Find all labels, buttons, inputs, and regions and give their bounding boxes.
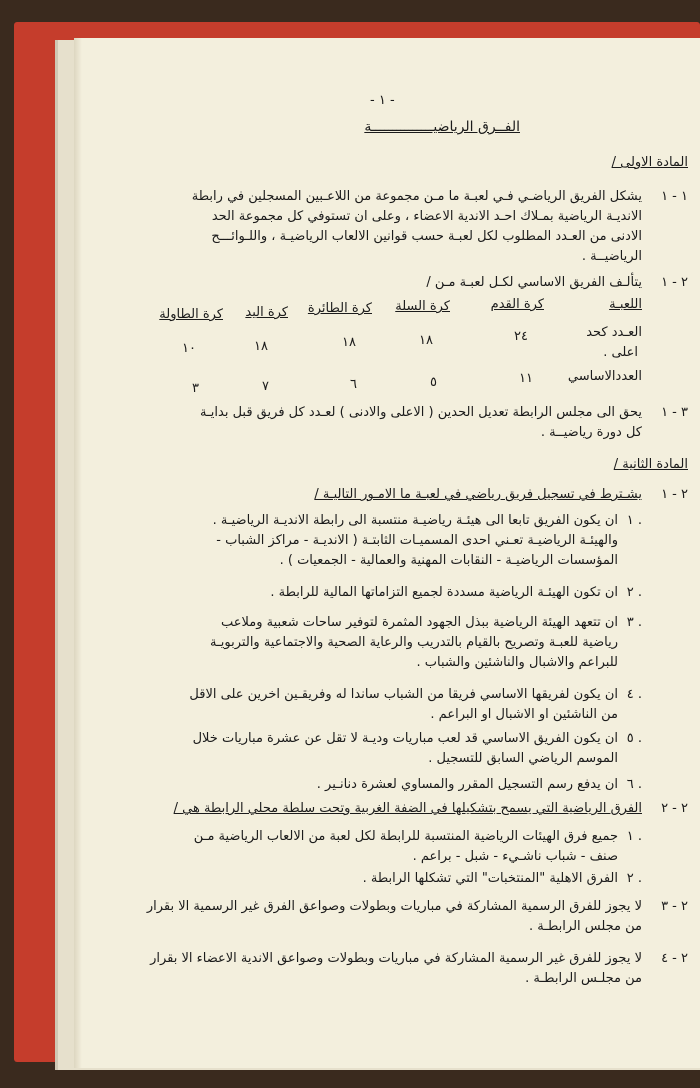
item-number: ١ . [626, 829, 642, 844]
table-cell: ٦ [350, 377, 357, 392]
item-line: ان تكون الهيئـة الرياضية مسددة لجميع التزاماتها المالية للرابطة . [270, 585, 618, 600]
clause-intro: يشـترط في تسجيل فريق رياضي في لعبـة ما الامـور التاليـة / [314, 487, 642, 502]
clause-line: يشكل الفريق الرياضـي فـي لعبـة ما مـن مجموعة من اللاعـبين المسجلين في رابطة [191, 189, 642, 204]
clause-line: يحق الى مجلس الرابطة تعديل الحدين ( الاعلى والادنى ) لعـدد كل فريق قبل بدايـة [199, 405, 642, 420]
item-line: الموسم الرياضي السابق للتسجيل . [428, 751, 618, 766]
item-line: ان يكون الفريق الاساسي قد لعب مباريات وديـة لا تقل عن عشرة مباريات خلال [192, 731, 618, 746]
table-header: اللعبـة [609, 297, 642, 312]
item-line: صنف - شباب ناشـيء - شبل - براعم . [412, 849, 618, 864]
row-label: العددالاساسي [567, 369, 642, 384]
clause-line: من مجلـس الرابطـة . [525, 971, 642, 986]
clause-line: الادنى من العـدد المطلوب لكل لعبـة حسب قوانين الالعاب الرياضيـة ، واللـوائـــح [211, 229, 642, 244]
page-edge [74, 38, 82, 1068]
item-line: جميع فرق الهيئات الرياضية المنتسبة للرابطة لكل لعبة من الالعاب الرياضية مـن [193, 829, 618, 844]
table-cell: ٢٤ [514, 329, 528, 344]
section-heading-2: المادة الثانية / [613, 457, 688, 472]
table-header: كرة القدم [490, 297, 544, 312]
table-cell: ١٨ [342, 335, 356, 350]
clause-intro: الفرق الرياضية التي يسمح بتشكيلها في الضفة الغربية وتحت سلطة محلي الرابطة هي / [173, 801, 642, 816]
clause-intro: يتألـف الفريق الاساسي لكـل لعبـة مـن / [426, 275, 642, 290]
clause-line: كل دورة رياضيــة . [540, 425, 642, 440]
document-page [74, 38, 700, 1068]
item-number: ٤ . [626, 687, 642, 702]
item-number: ٢ . [626, 585, 642, 600]
item-number: ٥ . [626, 731, 642, 746]
item-number: ٢ . [626, 871, 642, 886]
page-number: - ١ - [370, 93, 395, 108]
item-line: ان يكون لفريقها الاساسي فريقا من الشباب ساندا له وفريقـين اخرين على الاقل [189, 687, 618, 702]
table-cell: ٥ [430, 375, 437, 390]
item-line: ان يدفع رسم التسجيل المقرر والمساوي لعشرة دنانـير . [316, 777, 618, 792]
item-number: ٣ . [626, 615, 642, 630]
clause-number: ٢ - ١ [661, 487, 688, 502]
table-cell: ١٠ [182, 341, 196, 356]
clause-number: ٣ - ١ [661, 405, 688, 420]
clause-line: لا يجوز للفرق الرسمية المشاركة في مباريات وبطولات وصواعق الفرق غير الرسمية الا بقرار [146, 899, 642, 914]
item-line: ان يكون الفريق تابعا الى هيئـة رياضيـة منتسبة الى رابطة الانديـة الرياضيـة . [212, 513, 618, 528]
clause-number: ١ - ١ [661, 189, 688, 204]
item-line: الفرق الاهلية "المنتخبات" التي تشكلها الرابطة . [362, 871, 618, 886]
table-cell: ١٨ [419, 333, 433, 348]
clause-number: ٢ - ٤ [661, 951, 688, 966]
clause-number: ٢ - ٢ [661, 801, 688, 816]
table-cell: ٧ [262, 379, 269, 394]
clause-line: الانديـة الرياضية بمـلاك احـد الاندية الاعضاء ، وعلى ان تستوفي كل مجموعة الحد [211, 209, 642, 224]
item-line: رياضية للعبـة وتصريح بالقيام بالتدريب والرعاية الصحية والاجتماعية والتربويـة [210, 635, 618, 650]
item-line: والهيئـة الرياضيـة تعـني احدى المسميـات الثابتـة ( الانديـة - مراكز الشباب - [216, 533, 618, 548]
clause-number: ٢ - ١ [661, 275, 688, 290]
row-label: اعلى . [603, 345, 638, 360]
item-number: ١ . [626, 513, 642, 528]
section-heading-1: المادة الاولى / [611, 155, 688, 170]
row-label: العـدد كحد [586, 325, 642, 340]
table-cell: ١١ [519, 371, 533, 386]
table-header: كرة الطائرة [307, 301, 372, 316]
item-line: المؤسسات الرياضيـة - النقابات المهنية والعمالية - الجمعيات ) . [279, 553, 618, 568]
clause-line: من مجلس الرابطـة . [528, 919, 642, 934]
item-line: ان تتعهد الهيئة الرياضية ببذل الجهود المثمرة لتوفير ساحات شعبية وملاعب [220, 615, 618, 630]
clause-line: الرياضيــة . [581, 249, 642, 264]
item-line: من الناشئين او الاشبال او البراعم . [430, 707, 618, 722]
clause-line: لا يجوز للفرق غير الرسمية المشاركة في مباريات وبطولات وصواعق الاندية الاعضاء الا بقرار [150, 951, 642, 966]
clause-number: ٢ - ٣ [661, 899, 688, 914]
item-line: للبراعم والاشبال والناشئين والشباب . [416, 655, 618, 670]
table-header: كرة اليد [245, 305, 288, 320]
page-title: الفــرق الرياضيـــــــــــــــة [364, 119, 520, 135]
table-header: كرة الطاولة [159, 307, 223, 322]
item-number: ٦ . [626, 777, 642, 792]
table-header: كرة السلة [395, 299, 450, 314]
table-cell: ٣ [192, 381, 199, 396]
table-cell: ١٨ [254, 339, 268, 354]
